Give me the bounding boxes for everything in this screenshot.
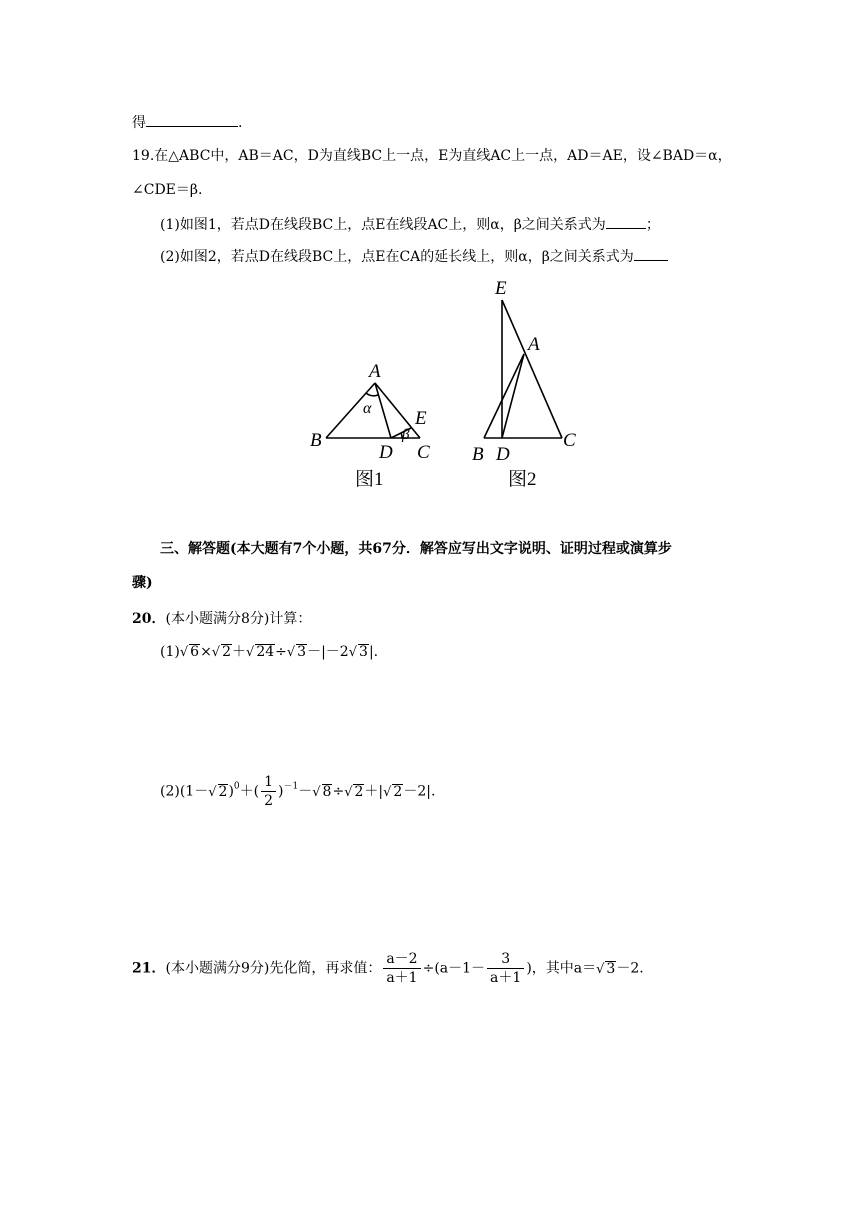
fig2-caption: 图2 bbox=[508, 469, 537, 490]
fig2-segment-ec bbox=[502, 300, 562, 438]
fig1-label-beta: β bbox=[402, 427, 410, 443]
radicand: 8 bbox=[322, 783, 332, 800]
q19-part1-end: ； bbox=[645, 217, 660, 233]
fig1-label-b: B bbox=[310, 430, 322, 451]
radicand: 2 bbox=[218, 783, 228, 800]
fig1-label-c: C bbox=[417, 442, 430, 463]
q19-part1-text: (1)如图1，若点D在线段BC上，点E在线段AC上，则α，β之间关系式为 bbox=[160, 217, 606, 233]
fig1-caption: 图1 bbox=[355, 469, 384, 490]
sqrt-icon: √ bbox=[286, 645, 296, 660]
sqrt-icon: √ bbox=[208, 784, 217, 800]
figure-2 bbox=[484, 300, 562, 438]
radicand: 3 bbox=[359, 644, 368, 660]
fig2-segment-ad bbox=[502, 354, 524, 438]
operator: ＋( bbox=[239, 783, 260, 800]
q20-number: 20． bbox=[132, 611, 166, 627]
q19-figures bbox=[0, 0, 860, 520]
operator: －|－2 bbox=[307, 644, 349, 660]
fig1-label-alpha: α bbox=[363, 400, 372, 417]
fraction-denominator: 2 bbox=[264, 793, 274, 809]
q21-line bbox=[132, 950, 644, 987]
answer-prefix: 得 bbox=[132, 115, 146, 131]
q19-part2-text: (2)如图2，若点D在线段BC上，点E在CA的延长线上，则α，β之间关系式为 bbox=[160, 249, 634, 265]
section3-heading-line2 bbox=[132, 573, 153, 593]
operator: ＋ bbox=[232, 644, 247, 660]
operator: ÷ bbox=[332, 783, 345, 800]
fig2-label-c: C bbox=[563, 430, 576, 451]
operator: －2|. bbox=[403, 783, 436, 800]
sqrt-icon: √ bbox=[344, 784, 353, 800]
fraction-numerator: 1 bbox=[261, 773, 276, 792]
q20-part2 bbox=[160, 773, 435, 810]
fig1-segment-ad bbox=[375, 383, 391, 438]
sqrt-icon: √ bbox=[246, 645, 255, 660]
fig1-label-e: E bbox=[415, 408, 427, 429]
sqrt-icon: √ bbox=[348, 645, 358, 660]
radicand: 6 bbox=[190, 644, 200, 660]
fig2-label-e: E bbox=[495, 278, 507, 299]
radicand: 3 bbox=[297, 644, 307, 660]
operator: )，其中a＝ bbox=[526, 960, 597, 977]
q21-intro: (本小题满分9分)先化简，再求值： bbox=[165, 960, 382, 977]
fraction-half bbox=[261, 773, 276, 810]
fig1-alpha-arc bbox=[366, 393, 378, 396]
q20-p1-label: (1) bbox=[160, 644, 180, 660]
operator: ) bbox=[228, 783, 234, 800]
radicand: 2 bbox=[222, 644, 232, 660]
section3-heading-line1 bbox=[160, 539, 672, 559]
fig2-label-d: D bbox=[496, 444, 510, 465]
fraction-denominator: a＋1 bbox=[490, 970, 522, 986]
q19-number: 19. bbox=[132, 148, 155, 164]
fraction-denominator: a＋1 bbox=[386, 970, 418, 986]
q20-header bbox=[132, 609, 311, 629]
operator: －2. bbox=[616, 960, 644, 977]
section3-line1: 三、解答题(本大题有7个小题，共67分．解答应写出文字说明、证明过程或演算步 bbox=[160, 541, 672, 557]
operator: ) bbox=[278, 783, 284, 800]
radicand: 2 bbox=[354, 783, 364, 800]
operator: ＋| bbox=[364, 783, 384, 800]
operator: － bbox=[298, 783, 313, 800]
fraction-1 bbox=[383, 950, 420, 987]
fig1-segment-ac bbox=[375, 383, 420, 438]
section3-line2: 骤) bbox=[132, 575, 153, 591]
operator: |. bbox=[368, 644, 379, 660]
fig2-label-b: B bbox=[472, 444, 484, 465]
sqrt-icon: √ bbox=[596, 961, 605, 977]
fraction-numerator: 3 bbox=[487, 950, 524, 969]
q19-stem1: 在△ABC中，AB＝AC，D为直线BC上一点，E为直线AC上一点，AD＝AE，设∠BAD＝α， bbox=[154, 148, 732, 164]
answer-suffix: . bbox=[238, 115, 243, 131]
operator: × bbox=[200, 644, 212, 660]
q20-p2-label: (2) bbox=[160, 783, 180, 800]
exponent: 0 bbox=[233, 781, 240, 792]
exponent: －1 bbox=[283, 781, 299, 792]
operator: ÷(a－1－ bbox=[422, 960, 486, 977]
radicand: 24 bbox=[256, 644, 275, 660]
operator: (1－ bbox=[179, 783, 209, 800]
fraction-numerator: a－2 bbox=[383, 950, 420, 969]
q19-stem2: ∠CDE＝β. bbox=[132, 182, 203, 198]
sqrt-icon: √ bbox=[312, 784, 321, 800]
q20-part1 bbox=[160, 642, 378, 663]
fig2-segment-ba bbox=[484, 354, 524, 438]
fig1-label-a: A bbox=[369, 361, 381, 382]
q21-number: 21． bbox=[132, 960, 166, 977]
operator: ÷ bbox=[275, 644, 287, 660]
q20-intro: (本小题满分8分)计算： bbox=[165, 611, 312, 627]
radicand: 3 bbox=[606, 960, 616, 977]
sqrt-icon: √ bbox=[211, 645, 221, 660]
fraction-2 bbox=[487, 950, 524, 987]
sqrt-icon: √ bbox=[383, 784, 392, 800]
fig2-label-a: A bbox=[528, 334, 540, 355]
sqrt-icon: √ bbox=[179, 645, 189, 660]
radicand: 2 bbox=[393, 783, 403, 800]
fig1-label-d: D bbox=[379, 442, 393, 463]
